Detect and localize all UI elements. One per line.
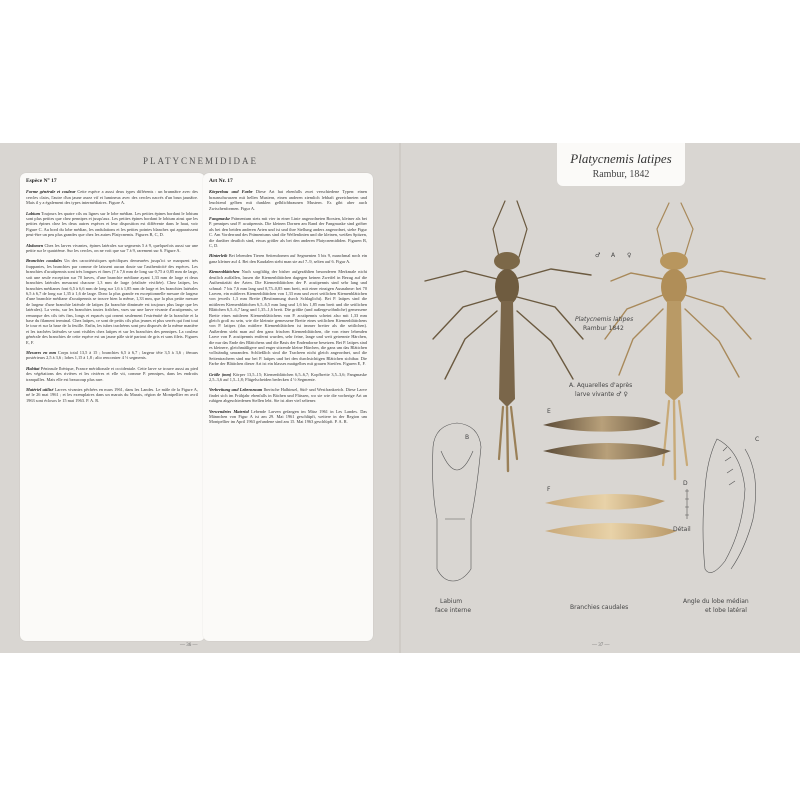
plate-caption-author: Rambur 1842 — [583, 325, 624, 332]
lobe-caption-lateral: et lobe latéral — [705, 607, 747, 614]
german-heading: Art Nr. 17 — [209, 178, 233, 184]
german-paragraph: Fangmaske Prämentum stets mit vier in einer Linie angeordneten Borsten, kleiner als bei P. pennipes und P. acutipennis. Die kleinen Dornen am Rand der Fangmaske sind gröber als bei den beiden anderen Arten und ist und ihre Stellung anders angeordnet, siehe Figur C. Am Vorderrand des Prämentums sind die Wellenlinien und die kleinen, weißen Spitzen, die darüber deutlich sind, etwas größer als bei den anderen Platycnemididen. Figuren B, C, D. — [209, 216, 367, 249]
french-paragraph: Forme générale et couleur Cette espèce a aussi deux types différents : un brunnâtre avec des cercles clairs, l'autre d'un jaune assez vif et lumineux avec des cercles nacrés d'un brun jaunâtre. Mais il y a également des types intermédiaires. Figure A. — [26, 189, 199, 206]
labium-caption-side: face interne — [435, 607, 472, 614]
german-paragraph: Verwendetes Material Lebende Larven gefangen im März 1961 in Les Landes. Das Männchen von Figur A ist am 29. Mai 1961 geschlüpft, weitere in der Region um Montpellier im April 1963 gefundene sind am 15. Mai 1963 geschlüpft. P. A. R. — [209, 408, 367, 425]
species-author: Rambur, 1842 — [592, 169, 650, 180]
french-paragraph: Abdomen Chez les larves vivantes, épines latérales sur segments 5 à 9, quelquefois aussi sur une petite sur le quatrième. Sur les cercles, on ne voit que sur 7 à 9, rarement sur 6. Figure A. — [26, 242, 198, 254]
german-paragraph: Kiemenblättchen Nach sorgfältig der bisher aufgezählten besonderen Merkmale nicht deutlich auffallen, lassen die Kiemenblättchen dagegen keinen Zweifel in Bezug auf die Authentizität der Arten. Die Kiemenblättchen der P. acutipennis sind sehr lang und schmal: 7 bis 7,6 mm lang und 0,75–0,85 mm breit, mit einer einzigen Ausnahme: bei 70 Larven, ein mittleres Kiemenblättchen von 1,33 mm und zwei seitlichen Kiemenblättchen von jeweils 1,3 mm Breite (Bestimmung durch Schlaglicht). Bei P. latipes sind die mittleren Kiemenblättchen 6,5–6,5 mm lang und 1,6 bis 1,85 mm breit und die seitlichen Blättchen 6,5–6,7 lang und 1,35–1,6 breit. Die größte (und außergewöhnliche) gemessene Breite eines mittleren Kiemenblättchens von P. acutipennis scheint also mit 1,33 mm gleich groß zu sein, wie die kleinste gemessene Breite eines seitlichen Kiemenblättchens von P. latipes (das mittlere Kiemenblättchen ist immer breiter als die seitlichen). Außerdem sieht man auf den ganz frischen Kiemenblättchen, die von einer lebenden Larve von P. acutipennis entfernt wurden, sehr feine, lange und weit getrennte Härchen, die nur das Ende des Blättchens und die Basis der Endendorne besetzen. Bei P. latipes sind es kleinere, gleichmäßigere und enger sitzende kleine Härchen, die ganz um das Blättchen vollständig umranden. Schließlich sind die Tracheen nicht gleich angeordnet, und die Seitentracheen sind nur bei P. latipes und bei den durchsichtigen Blättchen sichtbar. Die Farbe der Blättchen dieser Art ist ein blasses mattgelbes mit grauen Streifen. Figuren E, F. — [209, 269, 367, 367]
labium-caption: Labium — [440, 598, 463, 605]
french-paragraph: Matériel utilisé Larves vivantes pêchées en mars 1961, dans les Landes. Le mâle de la Figure A, né le 26 mai 1961 ; et les exemplaires dans un marais du Marais, région de Montpellier en avril 1963 sont éclosos le 15 mai 1963. P. A. R. — [26, 387, 199, 403]
species-name: Platycnemis latipes — [570, 151, 672, 166]
french-text-card — [20, 173, 205, 641]
german-column — [209, 179, 367, 430]
book-gutter — [399, 143, 401, 653]
plate-caption-watercolour: A. Aquarelles d'après — [569, 382, 633, 389]
labium-drawing — [433, 423, 482, 581]
german-paragraph: Körperbau und Farbe Diese Art hat ebenfalls zwei verschiedene Typen: einen braunschwarzen mit hellen Mustern, einen anderen ziemlich lebhaft gezeichneten und leuchtend gelben mit dunklen gelblichbraunen Mustern. Es gibt aber auch Zwischenformen. Figur A. — [209, 189, 367, 211]
male-symbol: ♂ — [595, 252, 601, 259]
lobe-caption: Angle du lobe médian — [683, 598, 749, 605]
species-title-box — [557, 143, 685, 186]
german-paragraph: Größe (mm) Körper 13,5–15; Kiemenblättchen 6,5–6,7; Kopfbreite 3,5–3,6; Fangmaske 2,5–3,6 auf 1,5–1,8; Flügelscheiden bedecken 4 ½ Segmente. — [209, 371, 367, 382]
french-column — [26, 179, 198, 408]
left-page-number: — 36 — — [180, 643, 198, 648]
running-head: PLATYCNEMIDIDAE — [143, 156, 258, 166]
french-paragraph: Labium Toujours les quatre cils ou lignes sur le lobe médian. Les petites épines bordant le lobium sont plus petites que chez pennipes et jusqu'aux. Les petites épines bordant le lobium ainsi que les petites épines chez les deux autres espèces et leur disposition est différente dans le haut, voir Figure C. Au bord du lobe médian, les ondulations et les petites pointes blanches qui apparaissent peut-être un peu plus grandes que chez les autres Platycnemis. Figures B, C, D. — [26, 210, 199, 238]
figure-letter-f: F — [547, 486, 551, 493]
german-text-card — [203, 173, 373, 641]
figure-letter-d: D — [683, 480, 688, 487]
female-symbol: ♀ — [627, 252, 632, 259]
german-paragraph: Verbreitung und Lebensraum Iberische Halbinsel, Süd- und Westfrankreich. Diese Larve findet sich im Frühjahr ebenfalls in Bächen und Flüssen, wo sie wie die vorherige Art an ruhigen abgeschiedenen Stellen lebt. Sie ist aber viel seltener. — [209, 387, 367, 404]
female-larva-illustration — [605, 203, 765, 479]
french-paragraph: Branchies caudales Un des caractéristiques spécifiques demeurées jusqu'ici se marquent très frappantes, les branchies par comme de laissent aucun doute sur l'authenticité des espèces. Les branchies d'acutipennis sont très longues et fines (7 à 7,6 mm de long sur 0,75 à 0,85 mm de large, soit une seule exception sur 70 larves, d'une branchie médiane ayant 1,33 mm de large et deux branchies latérales mesurant chacune 1,3 mm de large (réalisée vivifiée). Chez latipes, les branchies médianes font 6,5 à 6,6 mm de long sur 1,6 à 1,85 mm de large et les branchies latérales 6,5 à 6,7 de long sur 1,35 à 1,6 de large. Donc la plus grande en exceptionnelle mesure de largeur d'une branchie médiane d'acutipennis se trouve bien la même, 1,33 mm, que la plus petite mesure de largeur d'une branchie latérale de latipes (la branchie diminuée est toujours plus large que les latérales). La vertu, sur les branchies toutes fraîches, vues sur une larve vivante d'acutipennis, se remarque des cils très fins, longs et espacés qui ornent seulement l'extrémité de la branchie et la base du filament terminal. Chez latipes, ce sont de petits cils plus jeunes et plus serrés qui font tout le tour et sur la base de la feuille. Enfin, les tubes trachéens sont peu disposés de la même manière et les trachées latérales se sont visibles chez latipes et sur les branchies des pennipes. La couleur générale des branchies de cette espèce est un jaune pâle strié partout de gris et sans filets. Figures E, F. — [26, 258, 198, 345]
figure-letter-b: B — [465, 434, 470, 441]
book-spread — [0, 143, 800, 653]
gills-caption: Branchies caudales — [570, 604, 629, 611]
figure-letter-e: E — [547, 408, 551, 415]
french-paragraph: Mesures en mm Corps total 13,5 à 15 ; branchies 6,5 à 6,7 ; largeur tête 3,5 à 3,6 ; fémurs postérieurs 2,5 à 3,6 ; lobes 1,15 à 1,8 ; alio rencontrer 4 ½ segments. — [26, 349, 198, 361]
lobe-detail-drawing — [685, 439, 756, 573]
french-heading: Espèce N° 17 — [26, 178, 57, 184]
plate-caption-living-larva: larve vivante ♂ ♀ — [575, 391, 628, 398]
right-page-number: — 37 — — [592, 643, 610, 648]
detail-caption: Détail — [673, 526, 691, 533]
plate-caption-species: Platycnemis latipes — [575, 316, 634, 323]
german-paragraph: Hinterleib Bei lebenden Tieren Seitendornen auf Segmenten 5 bis 9, manchmal noch ein ganz kleiner auf 4. Bei den Kaudalen sieht man sie auf 7–9, selten auf 6. Figur A. — [209, 253, 367, 264]
french-paragraph: Habitat Péninsule Ibérique, France méridionale et occidentale. Cette larve se trouve aussi au pied des végétations des rivières et les rivières et elle vit, comme P. pennipes, dans les endroits tranquilles. Mais elle est beaucoup plus rare. — [26, 365, 198, 382]
figure-letter-c: C — [755, 436, 760, 443]
illustration-plate — [405, 189, 795, 644]
male-larva-illustration — [425, 201, 591, 471]
figure-letter-a: A — [611, 252, 616, 259]
caudal-gills — [543, 416, 677, 539]
